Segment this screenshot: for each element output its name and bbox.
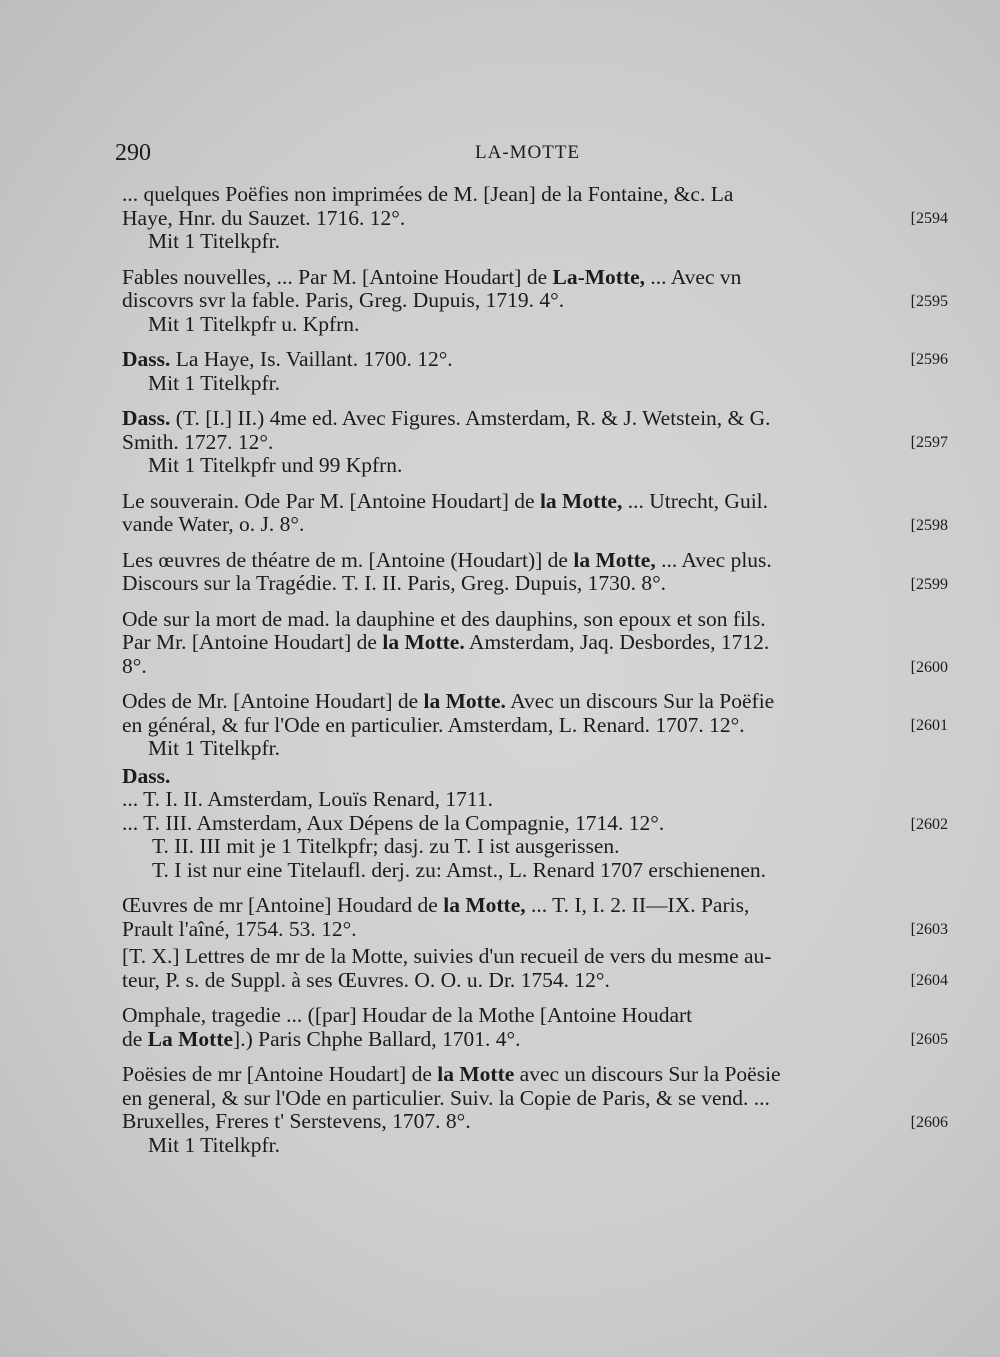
entry-2603 [122, 894, 948, 941]
entry-line [122, 207, 940, 231]
entry-line: Omphale, tragedie ... ([par] Houdar de la Mothe [Antoine Houdart [122, 1004, 693, 1027]
entry-number: [2596 [910, 351, 948, 368]
entry-2606 [122, 1063, 948, 1157]
entry-text: Amsterdam, Jaq. Desbordes, 1712. [464, 631, 770, 654]
entry-2600 [122, 607, 948, 679]
entry-2598 [122, 489, 948, 537]
entry-text: Par Mr. [Antoine Houdart] de [122, 631, 383, 654]
entry-text: ... T. I, I. 2. II—IX. Paris, [525, 894, 750, 917]
entry-line [122, 266, 940, 290]
entry-2595 [122, 265, 948, 337]
entry-text: Le souverain. Ode Par M. [Antoine Houdart] de [122, 489, 540, 513]
entry-2602 [122, 764, 948, 883]
page-number: 290 [115, 140, 151, 166]
entry-text: (T. [I.] II.) 4me ed. Avec Figures. Amsterdam, R. & J. Wetstein, & G. [170, 407, 771, 430]
entry-line [122, 1028, 940, 1052]
author-name: La-Motte, [552, 265, 646, 289]
entry-number: [2602 [910, 815, 948, 833]
entry-text: ... Avec vn [645, 265, 742, 289]
entry-line [122, 690, 940, 714]
entry-note: Mit 1 Titelkpfr u. Kpfrn. [148, 312, 360, 336]
entry-line: Smith. 1727. 12°. [122, 430, 274, 454]
entry-line: en général, & fur l'Ode en particulier. Amsterdam, L. Renard. 1707. 12°. [122, 713, 745, 737]
entry-head: Dass. [122, 764, 171, 788]
entry-line: vande Water, o. J. 8°. [122, 513, 305, 536]
running-head: LA-MOTTE [475, 142, 581, 163]
entry-2601 [122, 690, 948, 761]
entry-number: [2598 [910, 516, 948, 534]
entry-note: Mit 1 Titelkpfr und 99 Kpfrn. [148, 454, 403, 477]
entry-2599 [122, 548, 948, 596]
entry-line [122, 348, 940, 372]
author-name: la Motte, [539, 489, 623, 513]
entry-line [122, 765, 940, 789]
entry-text: ... Avec plus. [655, 548, 772, 572]
entry-note: T. I ist nur eine Titelaufl. derj. zu: Amst., L. Renard 1707 erschienenen. [152, 858, 767, 882]
author-name: la Motte. [382, 631, 465, 654]
entry-2604 [122, 945, 948, 992]
entry-line: discovrs svr la fable. Paris, Greg. Dupuis, 1719. 4°. [122, 289, 565, 312]
entry-line [122, 1063, 940, 1087]
entry-text: avec un discours Sur la Poësie [514, 1063, 781, 1086]
entry-number: [2595 [910, 292, 948, 310]
entry-text: Avec un discours Sur la Poëfie [505, 690, 775, 713]
entry-text: La Haye, Is. Vaillant. 1700. 12°. [170, 348, 453, 371]
entry-line: 8°. [122, 654, 147, 678]
entry-line: [T. X.] Lettres de mr de la Motte, suivies d'un recueil de vers du mesme au- [122, 945, 772, 968]
entry-head: Dass. [122, 407, 171, 430]
entry-text: Poësies de mr [Antoine Houdart] de [122, 1063, 438, 1086]
author-name: la Motte [437, 1063, 515, 1086]
entry-number: [2597 [910, 434, 948, 451]
entry-text: Odes de Mr. [Antoine Houdart] de [122, 690, 424, 713]
entry-line [122, 407, 940, 431]
entry-number: [2594 [910, 210, 948, 227]
entry-note: Mit 1 Titelkpfr. [148, 1133, 281, 1157]
entry-line: Discours sur la Tragédie. T. I. II. Paris, Greg. Dupuis, 1730. 8°. [122, 572, 667, 595]
entry-number: [2599 [910, 575, 948, 593]
entry-line: ... quelques Poëfies non imprimées de M. [Jean] de la Fontaine, &c. La [122, 183, 734, 206]
entry-text: Œuvres de mr [Antoine] Houdard de [122, 894, 444, 917]
entry-2594 [122, 183, 948, 254]
entry-note: T. II. III mit je 1 Titelkpfr; dasj. zu T. I ist ausgerissen. [152, 835, 620, 858]
entry-text: Haye, Hnr. du Sauzet. 1716. 12°. [122, 206, 406, 230]
entry-line [122, 490, 940, 514]
entry-line: teur, P. s. de Suppl. à ses Œuvres. O. O. u. Dr. 1754. 12°. [122, 968, 610, 992]
entry-2605 [122, 1004, 948, 1051]
author-name: la Motte, [573, 548, 656, 572]
author-name: la Motte, [443, 894, 526, 917]
entry-2596 [122, 348, 948, 395]
entry-line [122, 549, 940, 573]
entry-note: Mit 1 Titelkpfr. [148, 371, 281, 395]
catalog-text [122, 183, 948, 1169]
entry-text: Fables nouvelles, ... Par M. [Antoine Houdart] de [122, 265, 553, 289]
entry-number: [2606 [910, 1114, 948, 1131]
author-name: La Motte [147, 1027, 234, 1051]
entry-line: en general, & sur l'Ode en particulier. Suiv. la Copie de Paris, & se vend. ... [122, 1086, 770, 1110]
entry-line: ... T. III. Amsterdam, Aux Dépens de la Compagnie, 1714. 12°. [122, 811, 665, 835]
entry-number: [2600 [910, 658, 948, 676]
entry-number: [2601 [910, 717, 948, 734]
entry-line: ... T. I. II. Amsterdam, Louïs Renard, 1711. [122, 788, 494, 811]
entry-line [122, 631, 940, 655]
entry-text: ... Utrecht, Guil. [622, 489, 769, 513]
entry-head: Dass. [122, 348, 171, 371]
entry-number: [2605 [910, 1031, 948, 1048]
entry-text: de [122, 1027, 148, 1051]
entry-number: [2604 [910, 972, 948, 989]
entry-line [122, 894, 940, 918]
entry-2597 [122, 407, 948, 478]
entry-number: [2603 [910, 921, 948, 938]
entry-text: ].) Paris Chphe Ballard, 1701. 4°. [233, 1027, 521, 1051]
entry-line: Prault l'aîné, 1754. 53. 12°. [122, 917, 357, 941]
entry-note: Mit 1 Titelkpfr. [148, 737, 281, 760]
entry-line: Bruxelles, Freres t' Serstevens, 1707. 8°. [122, 1110, 471, 1133]
entry-text: Les œuvres de théatre de m. [Antoine (Houdart)] de [122, 548, 574, 572]
entry-line: Ode sur la mort de mad. la dauphine et des dauphins, son epoux et son fils. [122, 607, 766, 631]
entry-note: Mit 1 Titelkpfr. [148, 230, 281, 253]
author-name: la Motte. [423, 690, 506, 713]
